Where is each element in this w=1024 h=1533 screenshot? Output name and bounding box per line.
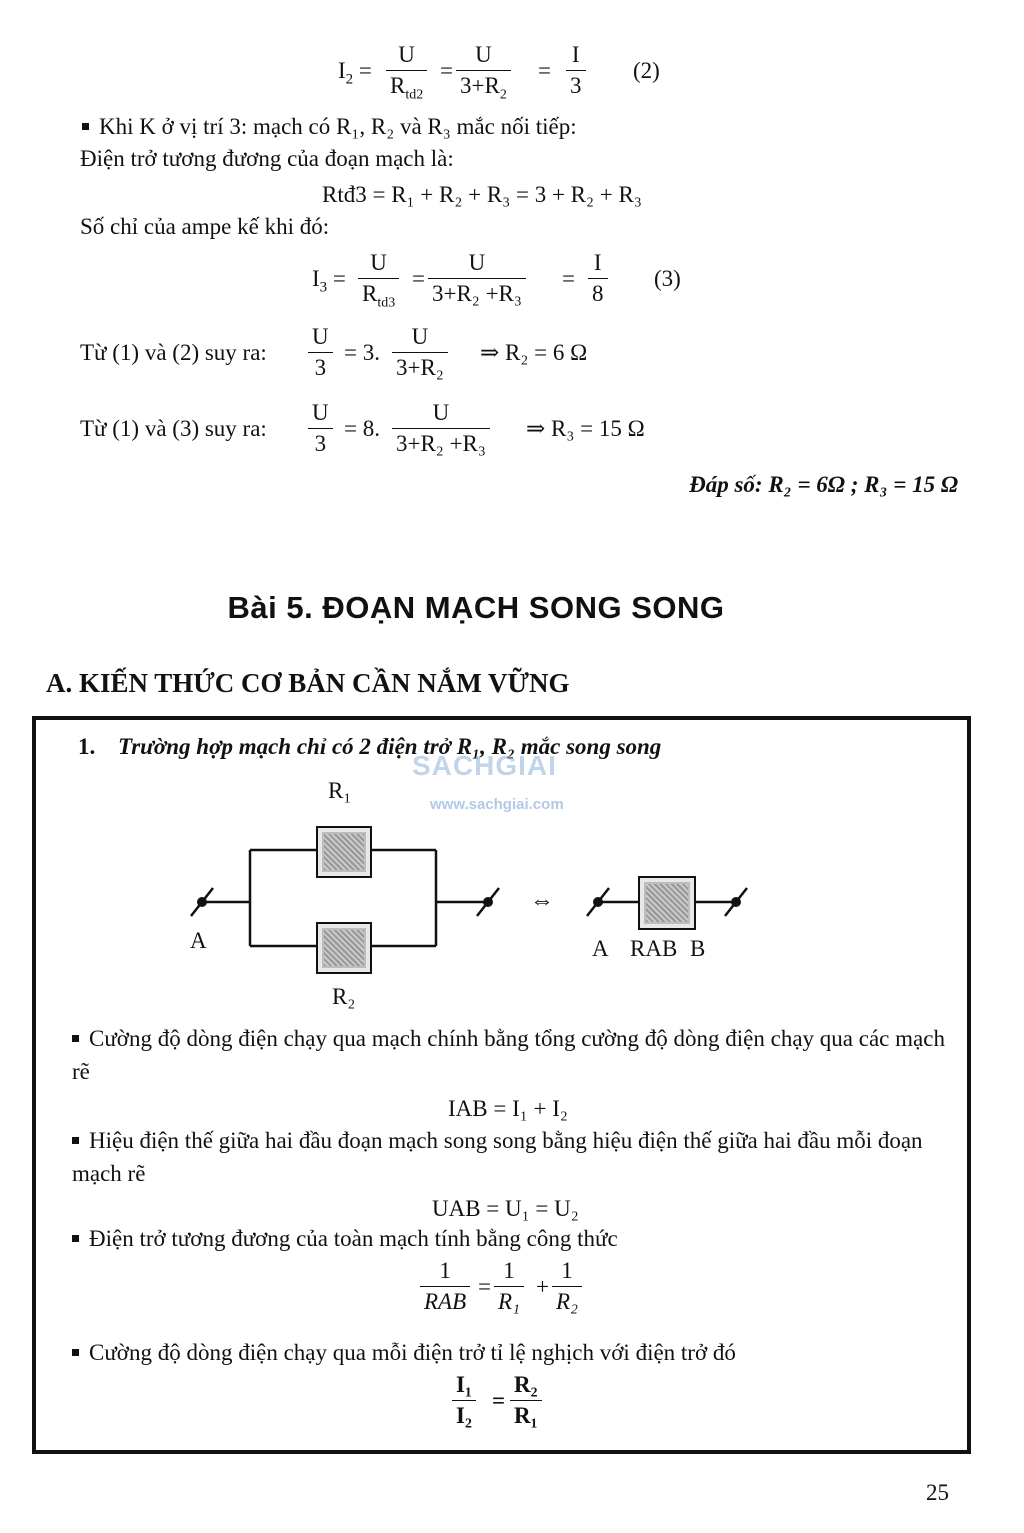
label-r2: R₂ (332, 984, 356, 1009)
bullet-icon (72, 1235, 79, 1242)
lesson-title: Bài 5. ĐOẠN MẠCH SONG SONG (227, 590, 725, 625)
terminal-b-dot (483, 897, 493, 907)
resistor-r1 (316, 826, 372, 878)
resistor-r2 (316, 922, 372, 974)
eq3-fraction-3: $\frac{I}{8}$ (588, 248, 608, 309)
bullet-icon (72, 1349, 79, 1356)
bullet-icon (82, 123, 89, 130)
label-a2: A (592, 936, 609, 961)
terminal-a-dot (197, 897, 207, 907)
equation-2: $I_2$ = U $R_{td2}$ = $\frac{U}{3+R_2}$ = $\frac{I}{3}$ (2) (338, 40, 678, 110)
bullet-icon (72, 1035, 79, 1042)
eq-ratio: $\frac{\text{I₁}}{\text{I₂}}$ = $\frac{\text{R₂}}{\text{R₁}}$ (452, 1370, 592, 1442)
equiv-line: Điện trở tương đương của đoạn mạch là: (80, 146, 454, 171)
eq2-fraction-3: $\frac{I}{3}$ (566, 40, 586, 101)
bullet-3: Điện trở tương đương của toàn mạch tính bằng công thức (72, 1224, 618, 1254)
eq3-fraction-2: $\frac{U}{\text{3+R₂ +R₃}}$ (428, 248, 526, 309)
eq-resistance: 1 RAB = $\frac{1}{\text{R₁}}$ + $\frac{1}{\text{R₂}}$ (420, 1256, 620, 1326)
k3-line: Khi K ở vị trí 3: mạch có R₁, R₂ và R₃ mắc nối tiếp: (82, 112, 577, 142)
bullet-icon (72, 1137, 79, 1144)
equivalent-icon: ⇔ (530, 888, 554, 914)
eq2-lhs: I (338, 58, 346, 83)
deduce-1: Từ (1) và (2) suy ra: $\frac{U}{3}$ = 3. $\frac{U}{\text{3+R₂}}$ ⇒ R₂ = 6 Ω (80, 322, 640, 388)
eq3-fraction-1: U $R_{td3}$ (358, 248, 399, 319)
label-a: A (190, 928, 207, 953)
deduce-2: Từ (1) và (3) suy ra: $\frac{U}{3}$ = 8. $\frac{U}{\text{3+R₂ +R₃}}$ ⇒ R₃ = 15 Ω (80, 398, 680, 464)
watermark-url: www.sachgiai.com (430, 796, 564, 813)
eq2-fraction-2: $\frac{U}{3+R_2}$ (456, 40, 511, 111)
eq2-tag: (2) (633, 58, 660, 83)
eq3-tag: (3) (654, 266, 681, 291)
bullet-2: Hiệu điện thế giữa hai đầu đoạn mạch song song bằng hiệu điện thế giữa hai đầu mỗi đoạn mạch rẽ (72, 1128, 923, 1186)
bullet-1: Cường độ dòng điện chạy qua mạch chính bằng tổng cường độ dòng điện chạy qua các mạch rẽ (72, 1026, 945, 1084)
terminal-a2-dot (593, 897, 603, 907)
ammeter-line: Số chỉ của ampe kế khi đó: (80, 214, 330, 239)
terminal-b2-dot (731, 897, 741, 907)
item-1-title: Trường hợp mạch chỉ có 2 điện trở R₁, R₂ mắc song song (118, 734, 662, 759)
parallel-circuit-diagram (36, 720, 967, 1020)
rtd3-equation: Rtđ3 = R₁ + R₂ + R₃ = 3 + R₂ + R₃ (322, 182, 642, 207)
eq-voltage: UAB = U₁ = U₂ (432, 1196, 579, 1221)
watermark-logo: SACHGIAI (412, 750, 557, 781)
label-r1: R₁ (328, 778, 352, 803)
eq-current-sum: IAB = I₁ + I₂ (448, 1096, 568, 1121)
bullet-4: Cường độ dòng điện chạy qua mỗi điện trở tỉ lệ nghịch với điện trở đó (72, 1338, 736, 1368)
item-1-number: 1. (78, 734, 96, 759)
page-number: 25 (926, 1480, 949, 1505)
eq2-fraction-1: U $R_{td2}$ (386, 40, 427, 111)
answer: Đáp số: R₂ = 6Ω ; R₃ = 15 Ω (689, 472, 958, 497)
section-a-heading: A. KIẾN THỨC CƠ BẢN CẦN NẮM VỮNG (46, 668, 570, 698)
knowledge-box (32, 716, 971, 1454)
label-rab: RAB (630, 936, 678, 961)
equation-3: $I_3$ = U $R_{td3}$ = $\frac{U}{\text{3+R₂ +R₃}}$ = $\frac{I}{8}$ (3) (312, 248, 702, 318)
resistor-rab (638, 876, 696, 930)
label-b: B (690, 936, 706, 961)
